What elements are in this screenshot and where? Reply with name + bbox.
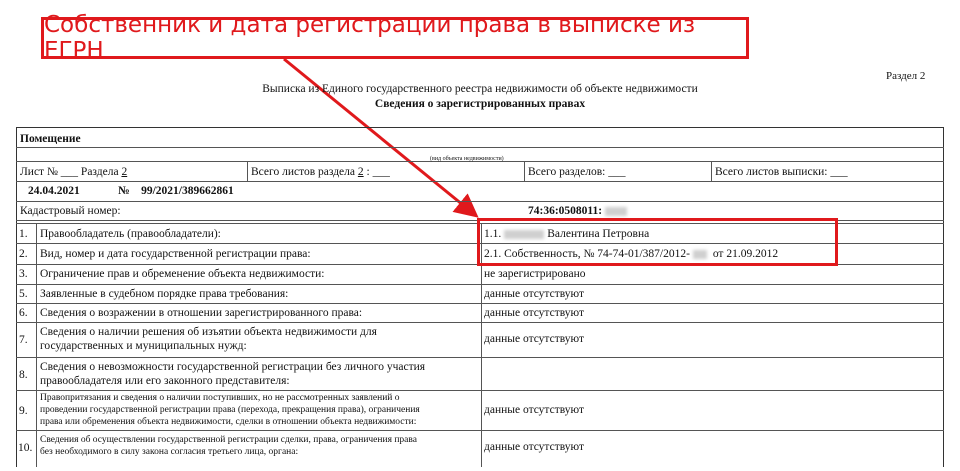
row-label: Сведения о наличии решения об изъятии объекта недвижимости для государственных и муниципальных нужд:	[40, 326, 377, 352]
extract-number: № 99/2021/389662861	[118, 185, 234, 197]
object-type: Помещение	[20, 133, 81, 145]
extract-date: 24.04.2021	[28, 185, 80, 197]
row-label: Сведения о невозможности государственной регистрации без личного участия правообладателя или его законного представителя:	[40, 361, 426, 387]
row-value: данные отсутствуют	[484, 404, 584, 416]
total-sheets-section: Всего листов раздела 2 : ___	[251, 166, 390, 178]
cadastral-label: Кадастровый номер:	[20, 205, 121, 217]
row-label: Сведения об осуществлении государственной регистрации сделки, права, ограничения права без необходимого в силу закона согласия третьего лица, органа:	[40, 435, 417, 457]
row-number: 9.	[19, 405, 28, 417]
row-number: 10.	[18, 442, 33, 454]
callout-text: Собственник и дата регистрации права в выписке из ЕГРН	[44, 12, 696, 64]
right-registration-value: 2.1. Собственность, № 74-74-01/387/2012- от 21.09.2012	[484, 248, 779, 260]
row-value: данные отсутствуют	[484, 307, 584, 319]
row-number: 5.	[19, 288, 28, 300]
row-label: Ограничение прав и обременение объекта недвижимости:	[40, 268, 325, 280]
row-label: Правообладатель (правообладатели):	[40, 228, 221, 240]
row-label: Правопритязания и сведения о наличии поступивших, но не рассмотренных заявлений о проведении государственной регистрации права (перехода, прекращения права), ограничения права или обременения объекта недвижимости, сделки в отношении объекта недвижимости:	[40, 393, 420, 427]
row-value: данные отсутствуют	[484, 441, 584, 453]
section-label: Раздел 2	[886, 70, 926, 82]
row-value: данные отсутствуют	[484, 288, 584, 300]
document-subtitle: Сведения о зарегистрированных правах	[374, 98, 586, 110]
total-sheets-extract: Всего листов выписки: ___	[715, 166, 848, 178]
row-value: данные отсутствуют	[484, 333, 584, 345]
row-number: 1.	[19, 228, 28, 240]
total-sections: Всего разделов: ___	[528, 166, 626, 178]
row-value: не зарегистрировано	[484, 268, 586, 280]
highlight-box	[477, 218, 838, 266]
row-label: Сведения о возражении в отношении зарегистрированного права:	[40, 307, 363, 319]
row-label: Вид, номер и дата государственной регистрации права:	[40, 248, 311, 260]
row-number: 2.	[19, 248, 28, 260]
row-number: 7.	[19, 334, 28, 346]
document-title	[170, 82, 790, 112]
sheet-number: Лист № ___ Раздела 2	[20, 166, 128, 178]
owner-value: 1.1. Валентина Петровна	[484, 228, 650, 240]
row-number: 8.	[19, 369, 28, 381]
row-number: 6.	[19, 307, 28, 319]
object-type-caption: (вид объекта недвижимости)	[430, 156, 504, 162]
row-label: Заявленные в судебном порядке права требования:	[40, 288, 289, 300]
document-title-main: Выписка из Единого государственного реестра недвижимости об объекте недвижимости	[262, 83, 698, 95]
cadastral-number: 74:36:0508011:	[528, 204, 630, 218]
row-number: 3.	[19, 268, 28, 280]
